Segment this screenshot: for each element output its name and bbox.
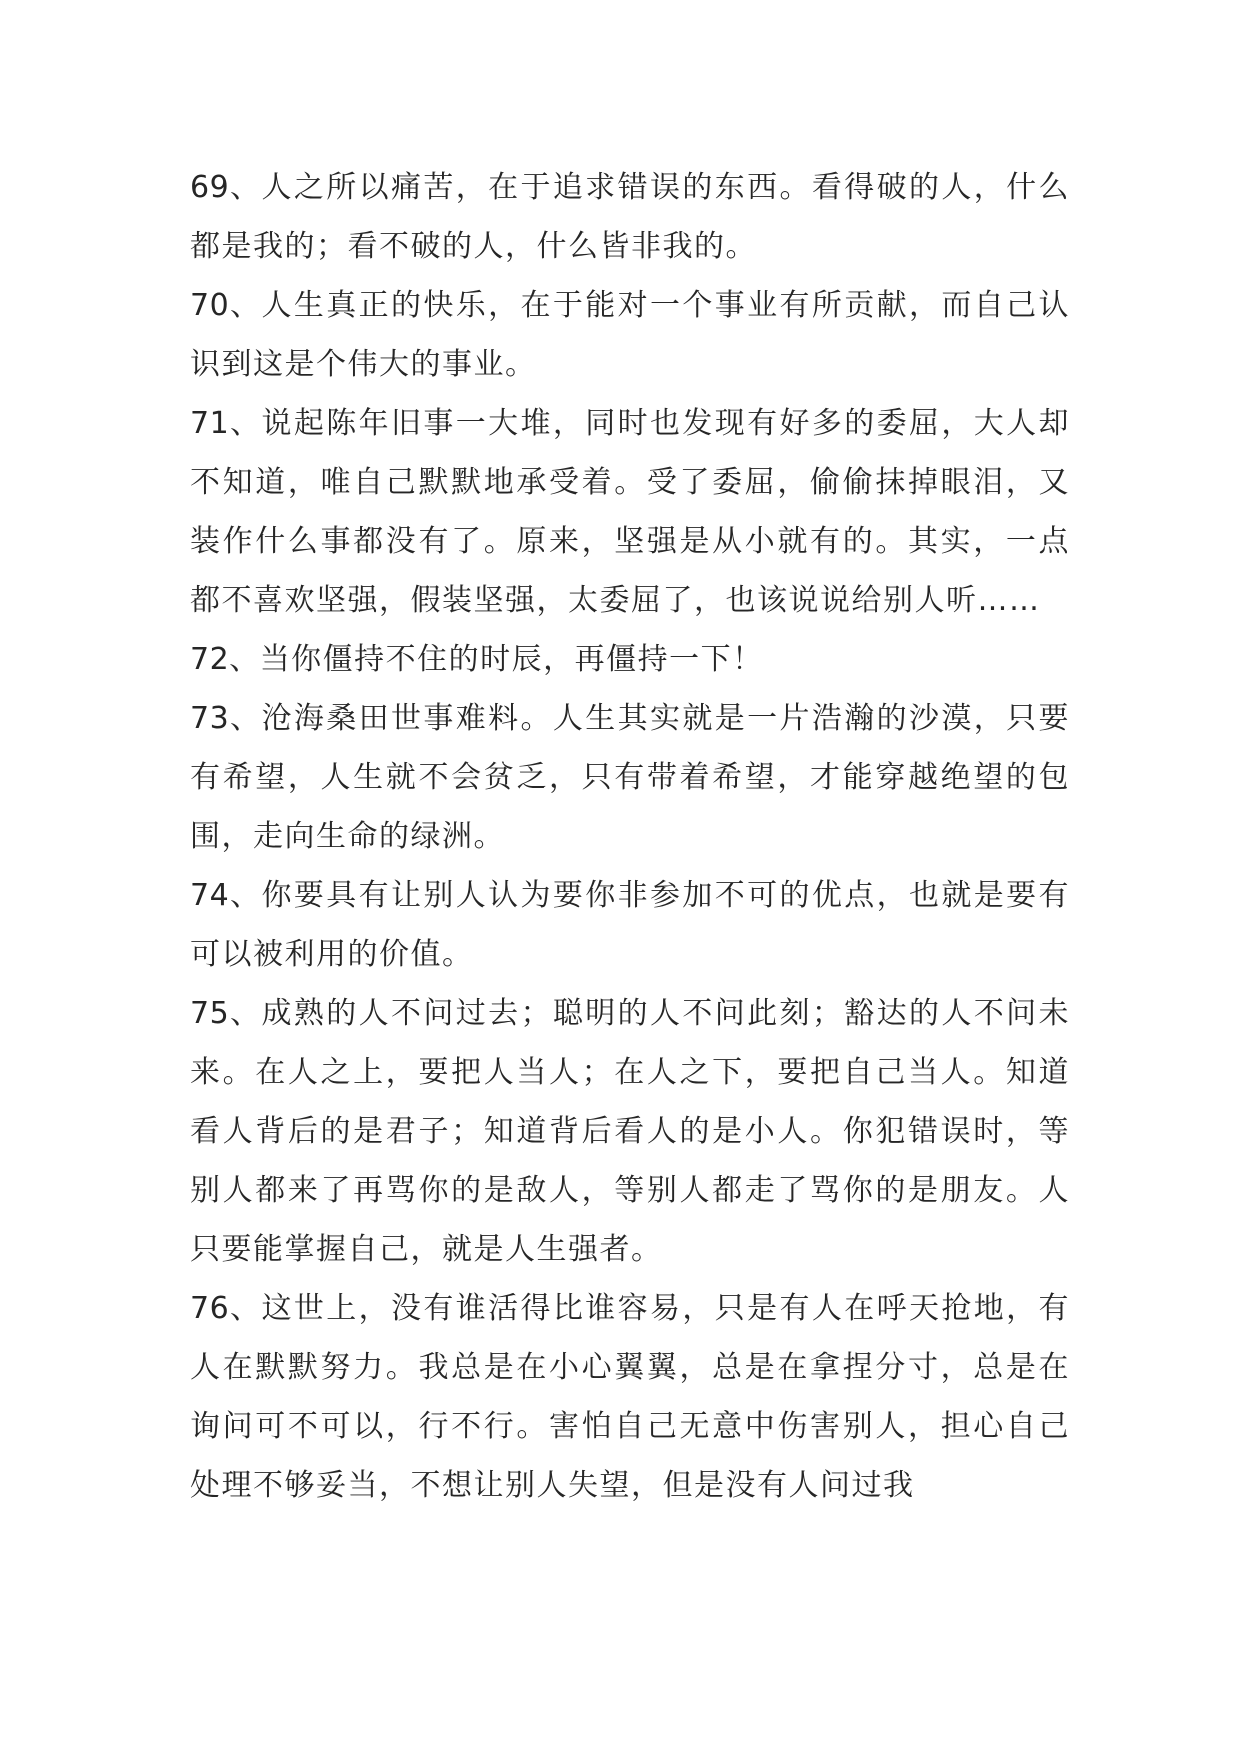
entry-number: 73、: [190, 701, 262, 736]
entry-number: 74、: [190, 878, 262, 913]
entry-75: [190, 984, 1070, 1279]
document-body: [190, 158, 1070, 1515]
entry-69: [190, 158, 1070, 276]
entry-text: 人生真正的快乐，在于能对一个事业有所贡献，而自己认识到这是个伟大的事业。: [190, 288, 1070, 382]
entry-76: [190, 1279, 1070, 1515]
entry-72: [190, 630, 1070, 689]
entry-number: 76、: [190, 1291, 262, 1326]
entry-text: 说起陈年旧事一大堆，同时也发现有好多的委屈，大人却不知道，唯自己默默地承受着。受了委屈，偷偷抹掉眼泪，又装作什么事都没有了。原来，坚强是从小就有的。其实，一点都不喜欢坚强，假装坚强，太委屈了，也该说说给别人听……: [190, 406, 1070, 618]
entry-text: 你要具有让别人认为要你非参加不可的优点，也就是要有可以被利用的价值。: [190, 878, 1070, 972]
entry-text: 成熟的人不问过去；聪明的人不问此刻；豁达的人不问未来。在人之上，要把人当人；在人之下，要把自己当人。知道看人背后的是君子；知道背后看人的是小人。你犯错误时，等别人都来了再骂你的是敌人，等别人都走了骂你的是朋友。人只要能掌握自己，就是人生强者。: [190, 996, 1070, 1267]
entry-text: 当你僵持不住的时辰，再僵持一下！: [259, 642, 764, 677]
entry-text: 人之所以痛苦，在于追求错误的东西。看得破的人，什么都是我的；看不破的人，什么皆非我的。: [190, 170, 1070, 264]
entry-text: 沧海桑田世事难料。人生其实就是一片浩瀚的沙漠，只要有希望，人生就不会贫乏，只有带着希望，才能穿越绝望的包围，走向生命的绿洲。: [190, 701, 1070, 854]
entry-71: [190, 394, 1070, 630]
entry-text: 这世上，没有谁活得比谁容易，只是有人在呼天抢地，有人在默默努力。我总是在小心翼翼，总是在拿捏分寸，总是在询问可不可以，行不行。害怕自己无意中伤害别人，担心自己处理不够妥当，不想让别人失望，但是没有人问过我: [190, 1291, 1070, 1503]
entry-number: 72、: [190, 642, 260, 677]
entry-70: [190, 276, 1070, 394]
entry-number: 70、: [190, 288, 262, 323]
entry-number: 75、: [190, 996, 262, 1031]
entry-73: [190, 689, 1070, 866]
entry-number: 71、: [190, 406, 262, 441]
entry-number: 69、: [190, 170, 262, 205]
entry-74: [190, 866, 1070, 984]
